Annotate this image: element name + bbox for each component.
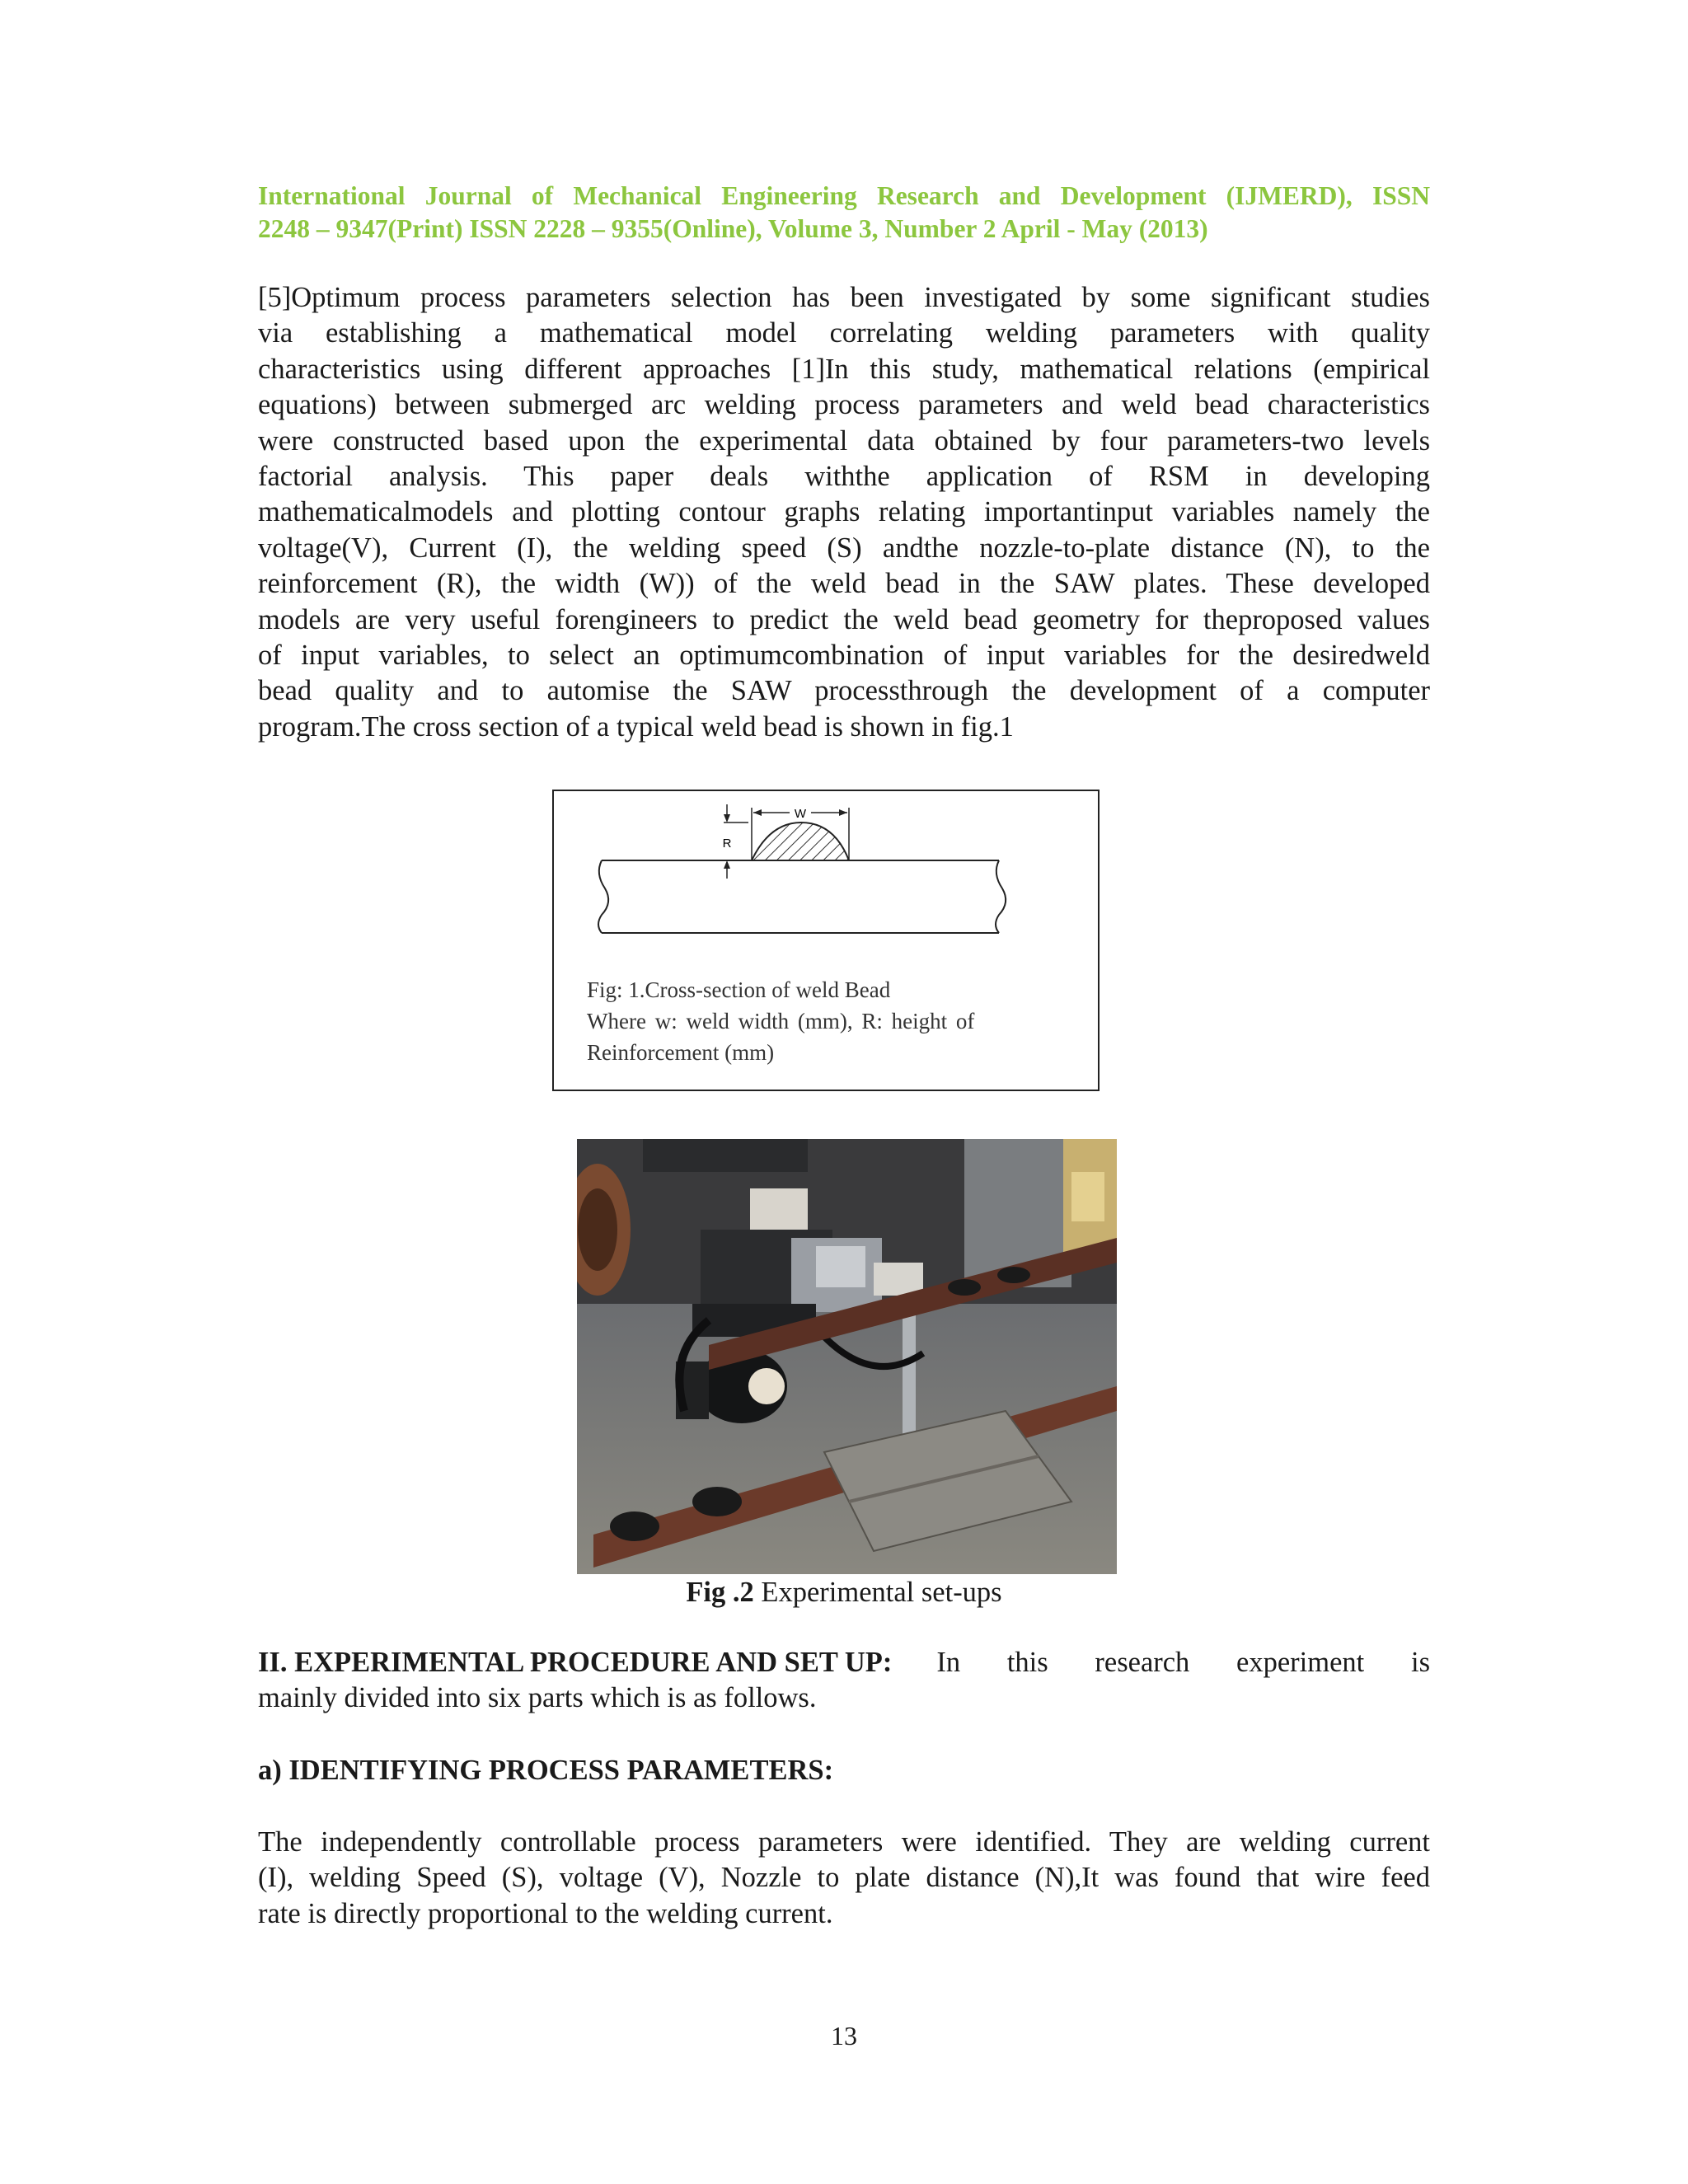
reinforcement-label: R bbox=[722, 837, 732, 851]
plate-left-break bbox=[598, 860, 608, 933]
paragraph-line: mathematicalmodels and plotting contour graphs relating importantinput variables namely the bbox=[258, 496, 1430, 528]
journal-header bbox=[258, 180, 1430, 246]
journal-header-line1: International Journal of Mechanical Engineering Research and Development (IJMERD), ISSN bbox=[258, 181, 1430, 210]
figure-2-caption-text: Experimental set-ups bbox=[753, 1577, 1002, 1608]
plate-right-break bbox=[996, 860, 1006, 933]
page-number: 13 bbox=[831, 2021, 857, 2050]
paragraph-line: models are very useful forengineers to predict the weld bead geometry for theproposed values bbox=[258, 603, 1430, 635]
journal-header-line2: 2248 – 9347(Print) ISSN 2228 – 9355(Online), Volume 3, Number 2 April - May (2013) bbox=[258, 214, 1208, 243]
paragraph-line: bead quality and to automise the SAW processthrough the development of a computer bbox=[258, 675, 1430, 707]
paragraph-line: [5]Optimum process parameters selection has been investigated by some significant studies bbox=[258, 282, 1430, 313]
paragraph-line: reinforcement (R), the width (W)) of the weld bead in the SAW plates. These developed bbox=[258, 568, 1430, 600]
experimental-setup-photo bbox=[577, 1139, 1117, 1574]
section-2-text: In this research experiment is bbox=[936, 1647, 1430, 1678]
paragraph-line: were constructed based upon the experimental data obtained by four parameters-two levels bbox=[258, 424, 1430, 457]
figure-1-caption-line: Fig: 1.Cross-section of weld Bead bbox=[587, 977, 891, 1002]
figure-1-caption-line: Where w: weld width (mm), R: height of bbox=[587, 1009, 975, 1033]
intro-paragraph bbox=[258, 280, 1430, 745]
figure-2-caption bbox=[0, 1574, 1688, 1610]
figure-1-caption-line: Reinforcement (mm) bbox=[587, 1040, 775, 1065]
section-2 bbox=[258, 1645, 1430, 1717]
paragraph-line: program.The cross section of a typical weld bead is shown in fig.1 bbox=[258, 710, 1014, 743]
figure-1-caption bbox=[587, 974, 1081, 1068]
width-label: W bbox=[794, 807, 807, 821]
weld-bead bbox=[752, 823, 849, 860]
paragraph-line: The independently controllable process parameters were identified. They are welding current bbox=[258, 1826, 1430, 1858]
paragraph-line: equations) between submerged arc welding process parameters and weld bead characteristics bbox=[258, 389, 1430, 421]
paragraph-line: voltage(V), Current (I), the welding speed (S) andthe nozzle-to-plate distance (N), to the bbox=[258, 532, 1430, 564]
paragraph-line: rate is directly proportional to the welding current. bbox=[258, 1897, 833, 1929]
paragraph-line: via establishing a mathematical model correlating welding parameters with quality bbox=[258, 317, 1430, 349]
paragraph-line: factorial analysis. This paper deals withthe application of RSM in developing bbox=[258, 461, 1430, 493]
section-2-text: mainly divided into six parts which is as follows. bbox=[258, 1682, 817, 1714]
figure-1-box bbox=[552, 790, 1100, 1091]
subsection-a-heading: a) IDENTIFYING PROCESS PARAMETERS: bbox=[258, 1755, 834, 1786]
subsection-a-paragraph bbox=[258, 1825, 1430, 1932]
figure-2-label: Fig .2 bbox=[686, 1577, 754, 1608]
paragraph-line: characteristics using different approaches [1]In this study, mathematical relations (empirical bbox=[258, 353, 1430, 385]
paragraph-line: of input variables, to select an optimumcombination of input variables for the desiredweld bbox=[258, 640, 1430, 672]
section-2-heading: II. EXPERIMENTAL PROCEDURE AND SET UP: bbox=[258, 1647, 893, 1678]
paragraph-line: (I), welding Speed (S), voltage (V), Nozzle to plate distance (N),It was found that wire feed bbox=[258, 1862, 1430, 1894]
